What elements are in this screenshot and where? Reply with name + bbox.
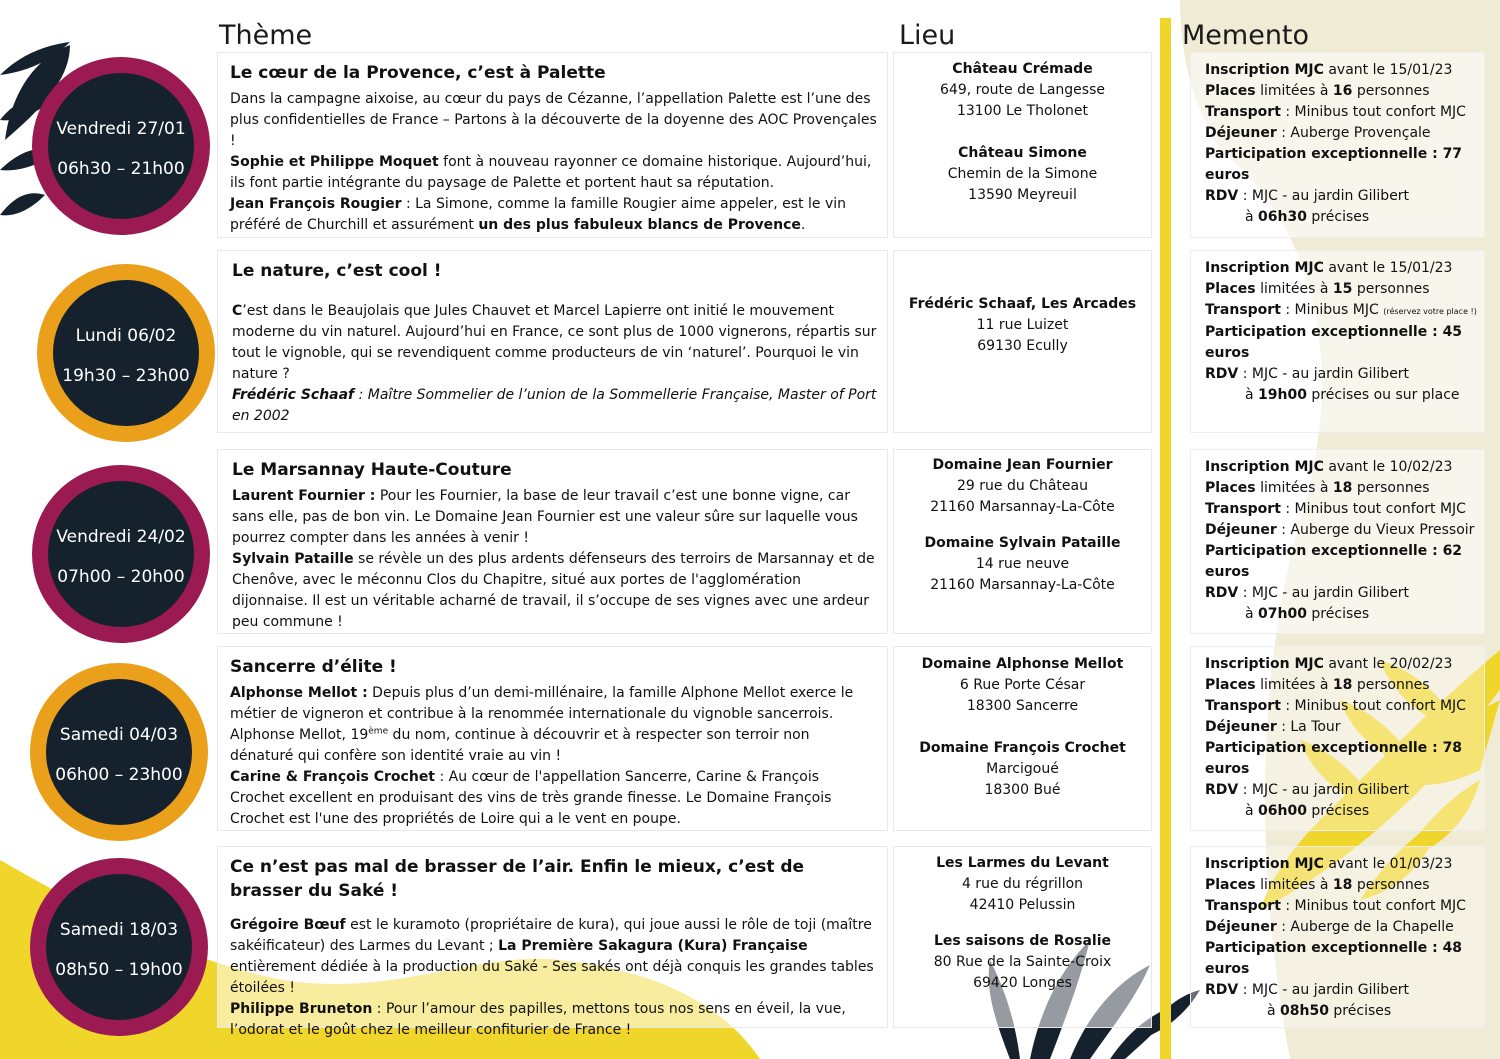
memento-rdv: RDV : MJC - au jardin Gilibert bbox=[1205, 982, 1410, 998]
event-date: Samedi 04/03 bbox=[59, 725, 179, 745]
memento-places: Places limitées à 16 personnes bbox=[1205, 83, 1430, 99]
venue-address: 6 Rue Porte César bbox=[959, 677, 1086, 693]
venue-city: 42410 Pelussin bbox=[969, 897, 1076, 913]
memento-participation: Participation exceptionnelle : 48 euros bbox=[1205, 940, 1463, 977]
theme-paragraph: Laurent Fournier : Pour les Fournier, la base de leur travail c’est une bonne vigne, car sans elle, pas de bon vin. Le Domaine Jean Fournier est une valeur sûre sur laquelle vous pourrez compter dans les années à venir ! bbox=[232, 488, 858, 546]
venue-address: 11 rue Luizet bbox=[976, 317, 1069, 333]
event-date: Vendredi 24/02 bbox=[56, 527, 186, 547]
venue-city: 21160 Marsannay-La-Côte bbox=[930, 577, 1115, 593]
venue-name: Les Larmes du Levant bbox=[936, 855, 1109, 871]
venue-name: Domaine François Crochet bbox=[919, 740, 1126, 756]
event-date: Lundi 06/02 bbox=[75, 326, 177, 346]
venue-city: 13100 Le Tholonet bbox=[956, 103, 1089, 119]
lieu-card bbox=[893, 646, 1152, 831]
memento-rdv-time: à 08h50 précises bbox=[1267, 1003, 1392, 1019]
lieu-card bbox=[893, 846, 1152, 1028]
lieu-card bbox=[893, 52, 1152, 238]
event-date: Vendredi 27/01 bbox=[56, 119, 186, 139]
event-time: 06h30 – 21h00 bbox=[57, 159, 185, 179]
memento-rdv-time: à 07h00 précises bbox=[1245, 606, 1370, 622]
event-time: 06h00 – 23h00 bbox=[55, 765, 183, 785]
memento-card bbox=[1190, 250, 1485, 433]
event-date-circle bbox=[48, 481, 194, 627]
memento-dejeuner: Déjeuner : La Tour bbox=[1205, 719, 1341, 735]
theme-card bbox=[217, 846, 888, 1038]
event-date-circle bbox=[46, 874, 192, 1020]
theme-paragraph: Philippe Bruneton : Pour l’amour des papilles, mettons tous nos sens en éveil, la vue, l’odorat et le goût chez le meilleur confiturier de France ! bbox=[230, 1001, 846, 1038]
memento-participation: Participation exceptionnelle : 78 euros bbox=[1205, 740, 1463, 777]
memento-transport: Transport : Minibus tout confort MJC bbox=[1205, 104, 1466, 120]
venue-city: 69420 Longes bbox=[973, 975, 1072, 991]
vertical-divider bbox=[1160, 18, 1171, 1059]
venue-city: 18300 Bué bbox=[984, 782, 1061, 798]
theme-paragraph: Frédéric Schaaf : Maître Sommelier de l’union de la Sommellerie Française, Master of Port en 2002 bbox=[232, 387, 877, 424]
memento-rdv-time: à 06h00 précises bbox=[1245, 803, 1370, 819]
memento-rdv-time: à 19h00 précises ou sur place bbox=[1245, 387, 1460, 403]
memento-dejeuner: Déjeuner : Auberge Provençale bbox=[1205, 125, 1431, 141]
theme-paragraph: Alphonse Mellot : Depuis plus d’un demi-millénaire, la famille Alphone Mellot exerce le métier de vigneron et contribue à la renommée internationale du vignoble sancerrois. Alphonse Mellot, 19ème du nom, continue à découvrir et à respecter son terroir non dénaturé qui confère son identité vraie au vin ! bbox=[230, 685, 854, 764]
venue-name: Domaine Jean Fournier bbox=[932, 457, 1113, 473]
venue-name: Frédéric Schaaf, Les Arcades bbox=[908, 296, 1137, 312]
theme-card bbox=[217, 449, 888, 634]
lieu-card bbox=[893, 250, 1152, 433]
event-time: 08h50 – 19h00 bbox=[55, 960, 183, 980]
event-date: Samedi 18/03 bbox=[59, 920, 179, 940]
memento-dejeuner: Déjeuner : Auberge du Vieux Pressoir bbox=[1205, 522, 1475, 538]
memento-card bbox=[1190, 646, 1485, 831]
venue-address: 29 rue du Château bbox=[957, 478, 1088, 494]
theme-paragraph: Grégoire Bœuf est le kuramoto (propriétaire de kura), qui joue aussi le rôle de toji (maître sakéificateur) des Larmes du Levant ; La Première Sakagura (Kura) Française entièrement dédiée à la production du Saké - Ses sakés ont déjà conquis les grandes tables étoilées ! bbox=[230, 917, 874, 996]
theme-title: Le cœur de la Provence, c’est à Palette bbox=[230, 63, 606, 83]
venue-address: 80 Rue de la Sainte-Croix bbox=[933, 954, 1112, 970]
theme-paragraph: Carine & François Crochet : Au cœur de l'appellation Sancerre, Carine & François Crochet excellent en produisant des vins de très grande finesse. Le Domaine François Crochet est l'une des propriétés de Loire qui a le vent en poupe. bbox=[230, 769, 832, 827]
memento-transport: Transport : Minibus tout confort MJC bbox=[1205, 501, 1466, 517]
header-lieu: Lieu bbox=[899, 20, 956, 51]
memento-dejeuner: Déjeuner : Auberge de la Chapelle bbox=[1205, 919, 1454, 935]
memento-places: Places limitées à 18 personnes bbox=[1205, 677, 1430, 693]
event-time: 19h30 – 23h00 bbox=[62, 366, 190, 386]
event-time: 07h00 – 20h00 bbox=[57, 567, 185, 587]
theme-title: Le nature, c’est cool ! bbox=[232, 261, 442, 281]
memento-participation: Participation exceptionnelle : 77 euros bbox=[1205, 146, 1463, 183]
memento-card bbox=[1190, 52, 1485, 238]
venue-name: Château Simone bbox=[958, 145, 1087, 161]
venue-name: Domaine Alphonse Mellot bbox=[921, 656, 1124, 672]
memento-rdv: RDV : MJC - au jardin Gilibert bbox=[1205, 188, 1410, 204]
venue-city: 13590 Meyreuil bbox=[968, 187, 1077, 203]
venue-city: 21160 Marsannay-La-Côte bbox=[930, 499, 1115, 515]
memento-inscription: Inscription MJC avant le 01/03/23 bbox=[1205, 856, 1453, 872]
memento-participation: Participation exceptionnelle : 62 euros bbox=[1205, 543, 1463, 580]
theme-title: Ce n’est pas mal de brasser de l’air. Enfin le mieux, c’est de brasser du Saké ! bbox=[230, 857, 805, 901]
memento-participation: Participation exceptionnelle : 45 euros bbox=[1205, 324, 1463, 361]
memento-rdv-time: à 06h30 précises bbox=[1245, 209, 1370, 225]
venue-address: 649, route de Langesse bbox=[940, 82, 1105, 98]
venue-city: 18300 Sancerre bbox=[966, 698, 1079, 714]
theme-paragraph: Sophie et Philippe Moquet font à nouveau rayonner ce domaine historique. Aujourd’hui, ils font partie intégrante du paysage de Palette et portent haut sa réputation. bbox=[230, 154, 872, 191]
theme-paragraph: Dans la campagne aixoise, au cœur du pays de Cézanne, l’appellation Palette est l’une des plus confidentielles de France – Partons à la découverte de la doyenne des AOC Provençales ! bbox=[230, 91, 877, 149]
event-date-circle bbox=[46, 679, 192, 825]
memento-inscription: Inscription MJC avant le 10/02/23 bbox=[1205, 459, 1453, 475]
memento-inscription: Inscription MJC avant le 15/01/23 bbox=[1205, 62, 1453, 78]
theme-paragraph: Jean François Rougier : La Simone, comme la famille Rougier aime appeler, est le vin préféré de Churchill et assurément un des plus fabuleux blancs de Provence. bbox=[230, 196, 846, 233]
memento-places: Places limitées à 18 personnes bbox=[1205, 480, 1430, 496]
header-memento: Memento bbox=[1182, 20, 1310, 51]
theme-title: Le Marsannay Haute-Couture bbox=[232, 460, 512, 480]
memento-places: Places limitées à 18 personnes bbox=[1205, 877, 1430, 893]
memento-card bbox=[1190, 846, 1485, 1028]
memento-places: Places limitées à 15 personnes bbox=[1205, 281, 1430, 297]
theme-paragraph: Sylvain Pataille se révèle un des plus ardents défenseurs des terroirs de Marsannay et de Chenôve, avec le méconnu Clos du Chapitre, situé aux portes de l'agglomération dijonnaise. Il est un véritable acharné de travail, il s’occupe de ses vignes avec une ardeur peu commune ! bbox=[232, 551, 875, 630]
venue-address: Marcigoué bbox=[986, 761, 1059, 777]
memento-transport: Transport : Minibus tout confort MJC bbox=[1205, 698, 1466, 714]
theme-card bbox=[217, 250, 888, 433]
memento-transport: Transport : Minibus MJC (réservez votre place !) bbox=[1205, 302, 1477, 318]
lieu-card bbox=[893, 449, 1152, 634]
venue-city: 69130 Ecully bbox=[977, 338, 1068, 354]
theme-card bbox=[217, 52, 888, 238]
event-date-circle bbox=[53, 280, 199, 426]
memento-card bbox=[1190, 449, 1485, 634]
memento-inscription: Inscription MJC avant le 15/01/23 bbox=[1205, 260, 1453, 276]
memento-rdv: RDV : MJC - au jardin Gilibert bbox=[1205, 585, 1410, 601]
venue-address: Chemin de la Simone bbox=[947, 166, 1098, 182]
venue-address: 4 rue du régrillon bbox=[961, 876, 1084, 892]
theme-title: Sancerre d’élite ! bbox=[230, 657, 397, 677]
venue-name: Les saisons de Rosalie bbox=[934, 933, 1111, 949]
theme-card bbox=[217, 646, 888, 831]
venue-address: 14 rue neuve bbox=[975, 556, 1070, 572]
memento-rdv: RDV : MJC - au jardin Gilibert bbox=[1205, 782, 1410, 798]
header-theme: Thème bbox=[219, 20, 313, 51]
event-date-circle bbox=[48, 73, 194, 219]
memento-inscription: Inscription MJC avant le 20/02/23 bbox=[1205, 656, 1453, 672]
venue-name: Château Crémade bbox=[952, 61, 1093, 77]
memento-rdv: RDV : MJC - au jardin Gilibert bbox=[1205, 366, 1410, 382]
venue-name: Domaine Sylvain Pataille bbox=[924, 535, 1121, 551]
memento-transport: Transport : Minibus tout confort MJC bbox=[1205, 898, 1466, 914]
theme-paragraph: C’est dans le Beaujolais que Jules Chauvet et Marcel Lapierre ont initié le mouvement moderne du vin naturel. Aujourd’hui en France, ce sont plus de 1000 vignerons, répartis sur tout le vignoble, qui se revendiquent comme producteurs de vin ‘naturel’. Pourquoi le vin nature ? bbox=[232, 303, 877, 382]
